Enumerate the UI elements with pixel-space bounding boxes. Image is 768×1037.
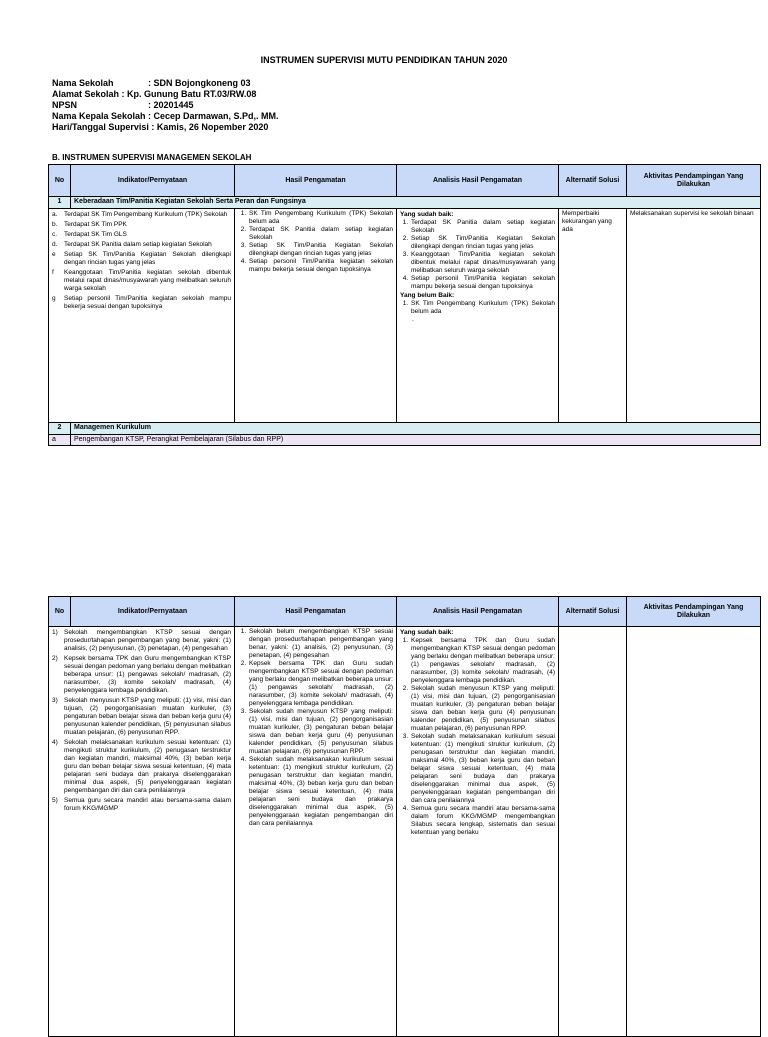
- indicator-item: [52, 251, 231, 267]
- indicator-marker: 3): [52, 697, 58, 704]
- header-indikator: Indikator/Pernyataan: [71, 165, 235, 197]
- indicator-item: [52, 655, 231, 695]
- analisis-cell: [397, 209, 559, 423]
- school-address: Alamat Sekolah : Kp. Gunung Batu RT.03/RW.08: [52, 89, 257, 99]
- indicator-text: Setiap SK Tim/Panitia Kegiatan Sekolah dilengkapi dengan rincian tugas yang jelas: [64, 251, 231, 266]
- indicator-item: [52, 797, 231, 813]
- indicator-item: [52, 221, 231, 229]
- header-aktivitas: Aktivitas Pendampingan Yang Dilakukan: [627, 597, 761, 627]
- indicator-item: [52, 739, 231, 795]
- principal-row: [52, 111, 279, 122]
- indicator-item: [52, 697, 231, 737]
- indicator-item: [52, 241, 231, 249]
- indicator-text: Terdapat SK Tim PPK: [64, 221, 127, 228]
- supervision-date: Hari/Tanggal Supervisi : Kamis, 26 Nopember 2020: [52, 122, 269, 132]
- table-row: [49, 209, 761, 423]
- school-name-value: : SDN Bojongkoneng 03: [148, 78, 251, 88]
- hasil-item: 3. Sekolah sudah menyusun KTSP yang meliputi: (1) visi, misi dan tujuan, (2) pengorganisasian muatan kurikuler, (3) pengaturan beban belajar siswa dan beban kerja guru (4) penyusunan kalender pendidikan, (5) penyusunan silabus muatan pelajaran, (6) penyusunan RPP.: [248, 708, 393, 756]
- analisis-good-item: 1. Terdapat SK Panitia dalam setiap kegiatan Sekolah: [410, 219, 555, 235]
- section-row-1: [49, 197, 761, 209]
- indicator-text: Sekolah mengembangkan KTSP sesuai dengan prosedur/tahapan pengembangan yang benar, yakni: (1) analisis, (2) penyusunan, (3) penetapan, (4) pengesahan: [64, 629, 231, 652]
- header-alternatif: Alternatif Solusi: [559, 597, 627, 627]
- analisis-good-item: 4. Setiap personil Tim/Panitia kegiatan sekolah mampu bekerja sesuai dengan tupoksinya: [410, 275, 555, 291]
- analisis-good-item: 3. Sekolah sudah melaksanakan kurikulum sesuai ketentuan: (1) mengikuti struktur kurikulum, (2) penugasan terstruktur dan kegiatan mandiri, maksimal 40%, (3) beban kerja guru dan beban belajar siswa sesuai ketentuan, (4) mata pelajaran seni budaya dan prakarya diselenggarakan minimal dua aspek, (5) penyelenggaraan kegiatan pengembangan diri dan cara penilaiannya: [410, 733, 555, 805]
- indicator-marker: 2): [52, 655, 58, 662]
- hasil-item: 2. Kepsek bersama TPK dan Guru sudah mengembangkan KTSP sesuai dengan pedoman yang berlaku dengan melibatkan beberapa unsur: (1) pengawas sekolah/ madrasah, (2) narasumber, (3) komite sekolah/ madrasah, (4) penyelenggara lembaga pendidikan.: [248, 660, 393, 708]
- header-hasil: Hasil Pengamatan: [235, 597, 397, 627]
- table-header-row: [49, 165, 761, 197]
- npsn-label: NPSN: [52, 100, 78, 110]
- school-identity: [52, 78, 279, 133]
- indicator-item: [52, 269, 231, 293]
- header-hasil: Hasil Pengamatan: [235, 165, 397, 197]
- analisis-good-item: 4. Semua guru secara mandiri atau bersama-sama dalam forum KKG/MGMP mengembangkan Silabus secara lengkap, sistematis dan sesuai ketentuan yang berlaku: [410, 805, 555, 837]
- section-heading: B. INSTRUMEN SUPERVISI MANAGEMEN SEKOLAH: [52, 153, 252, 162]
- analisis-good-list: [400, 219, 555, 291]
- principal-label: Nama Kepala Sekolah: [52, 111, 146, 121]
- analisis-good-item: 3. Keanggotaan Tim/Panitia kegiatan sekolah dibentuk melalui rapat dinas/musyawarah yang melibatkan seluruh warga sekolah: [410, 251, 555, 275]
- indicator-cell: [49, 627, 235, 1037]
- indicator-marker: 5): [52, 797, 58, 804]
- school-name-label: Nama Sekolah: [52, 78, 114, 88]
- indicator-item: [52, 231, 231, 239]
- analisis-good-item: 1. Kepsek bersama TPK dan Guru sudah mengembangkan KTSP sesuai dengan pedoman yang berlaku dengan melibatkan beberapa unsur: (1) pengawas sekolah/ madrasah, (2) narasumber, (3) komite sekolah/ madrasah, (4) penyelenggara lembaga pendidikan.: [410, 637, 555, 685]
- hasil-cell: [235, 209, 397, 423]
- supervision-table-1: [48, 164, 761, 446]
- indicator-list: [52, 211, 231, 311]
- header-aktivitas: Aktivitas Pendampingan Yang Dilakukan: [627, 165, 761, 197]
- analisis-good-item: 2. Sekolah sudah menyusun KTSP yang meliputi: (1) visi, misi dan tujuan, (2) pengorganisasian muatan kurikuler, (3) pengaturan beban belajar siswa dan beban kerja guru (4) penyusunan kalender pendidikan, (5) penyusunan silabus muatan pelajaran, (6) penyusunan RPP.: [410, 685, 555, 733]
- aktivitas-cell: Melaksanakan supervisi ke sekolah binaan: [627, 209, 761, 423]
- indicator-marker: e: [52, 251, 56, 258]
- analisis-cell: [397, 627, 559, 1037]
- subsection-2a-title: Pengembangan KTSP, Perangkat Pembelajaran (Silabus dan RPP): [71, 435, 761, 446]
- indicator-item: [52, 629, 231, 653]
- analisis-bad-item: 1. SK Tim Pengembang Kurikulum (TPK) Sekolah belum ada: [410, 300, 555, 316]
- analisis-dot: .: [412, 316, 414, 323]
- analisis-good-label: Yang sudah baik:: [400, 629, 454, 636]
- supervision-table-2: [48, 596, 761, 1037]
- alternatif-cell: [559, 627, 627, 1037]
- hasil-item: 4. Sekolah sudah melaksanakan kurikulum sesuai ketentuan: (1) mengikuti struktur kurikulum, (2) penugasan terstruktur dan kegiatan mandiri, maksimal 40%, (3) beban kerja guru dan beban belajar siswa sesuai ketentuan, (4) mata pelajaran seni budaya dan prakarya diselenggarakan minimal dua aspek, (5) penyelenggaraan kegiatan pengembangan diri dan cara penilaiannya: [248, 756, 393, 828]
- indicator-marker: f: [52, 269, 54, 276]
- indicator-marker: d.: [52, 241, 58, 248]
- header-no: No: [49, 165, 71, 197]
- hasil-item: 2. Terdapat SK Panitia dalam setiap kegiatan Sekolah: [248, 226, 393, 242]
- indicator-text: Terdapat SK Tim GLS: [64, 231, 127, 238]
- analisis-good-label: Yang sudah baik:: [400, 211, 454, 218]
- alternatif-cell: Memperbaiki kekurangan yang ada: [559, 209, 627, 423]
- section-1-title: Keberadaan Tim/Panitia Kegiatan Sekolah Serta Peran dan Fungsinya: [71, 197, 761, 209]
- indicator-text: Keanggotaan Tim/Panitia kegiatan sekolah dibentuk melalui rapat dinas/musyawarah yang melibatkan seluruh warga sekolah: [64, 269, 231, 292]
- hasil-item: 3. Setiap SK Tim/Panitia Kegiatan Sekolah dilengkapi dengan rincian tugas yang jelas: [248, 242, 393, 258]
- header-alternatif: Alternatif Solusi: [559, 165, 627, 197]
- section-2-number: 2: [49, 423, 71, 435]
- section-row-2: [49, 423, 761, 435]
- principal-value: : Cecep Darmawan, S.Pd,. MM.: [148, 111, 279, 121]
- indicator-text: Setiap personil Tim/Panitia kegiatan sekolah mampu bekerja sesuai dengan tupoksinya: [64, 295, 231, 310]
- hasil-list: [238, 628, 393, 828]
- npsn-value: : 20201445: [148, 100, 194, 110]
- analisis-bad-list: [400, 300, 555, 316]
- hasil-item: 1. Sekolah belum mengembangkan KTSP sesuai dengan prosedur/tahapan pengembangan yang benar, yakni: (1) analisis, (2) penyusunan, (3) penetapan, (4) pengesahan: [248, 628, 393, 660]
- indicator-cell: [49, 209, 235, 423]
- indicator-text: Sekolah menyusun KTSP yang meliputi: (1) visi, misi dan tujuan, (2) pengorganisasian muatan kurikuler, (3) pengaturan beban belajar siswa dan beban kerja guru (4) penyusunan kalender pendidikan, (5) penyusunan silabus muatan pelajaran, (6) penyusunan RPP.: [64, 697, 231, 736]
- indicator-marker: a.: [52, 211, 58, 218]
- section-1-number: 1: [49, 197, 71, 209]
- npsn-row: [52, 100, 279, 111]
- hasil-item: 4. Setiap personil Tim/Panitia kegiatan sekolah mampu bekerja sesuai dengan tupoksinya: [248, 258, 393, 274]
- indicator-marker: c.: [52, 231, 58, 238]
- header-analisis: Analisis Hasil Pengamatan: [397, 597, 559, 627]
- table-header-row: [49, 597, 761, 627]
- section-2-title: Managemen Kurikulum: [71, 423, 761, 435]
- document-title: INSTRUMEN SUPERVISI MUTU PENDIDIKAN TAHUN 2020: [260, 55, 508, 65]
- analisis-good-list: [400, 637, 555, 837]
- indicator-text: Kepsek bersama TPK dan Guru mengembangkan KTSP sesuai dengan pedoman yang berlaku dengan melibatkan beberapa unsur: (1) pengawas sekolah/ madrasah, (2) narasumber, (3) komite sekolah/ madrasah, (4) penyelenggara lembaga pendidikan.: [64, 655, 231, 694]
- school-name-row: [52, 78, 279, 89]
- hasil-item: 1. SK Tim Pengembang Kurikulum (TPK) Sekolah belum ada: [248, 210, 393, 226]
- indicator-marker: b.: [52, 221, 58, 228]
- indicator-text: Semua guru secara mandiri atau bersama-sama dalam forum KKG/MGMP: [64, 797, 231, 812]
- header-indikator: Indikator/Pernyataan: [71, 597, 235, 627]
- indicator-text: Sekolah melaksanakan kurikulum sesuai ketentuan: (1) mengikuti struktur kurikulum, (2) penugasan terstruktur dan kegiatan mandiri, maksimal 40%, (3) beban kerja guru dan beban belajar siswa sesuai ketentuan, (4) mata pelajaran seni budaya dan prakarya diselenggarakan minimal dua aspek, (5) penyelenggaraan kegiatan pengembangan diri dan cara penilaiannya: [64, 739, 231, 794]
- subsection-row-2a: [49, 435, 761, 446]
- table-row: [49, 627, 761, 1037]
- indicator-marker: g: [52, 295, 56, 302]
- hasil-list: [238, 210, 393, 274]
- school-address-row: [52, 89, 279, 100]
- analisis-good-item: 2. Setiap SK Tim/Panitia Kegiatan Sekolah dilengkapi dengan rincian tugas yang jelas: [410, 235, 555, 251]
- header-analisis: Analisis Hasil Pengamatan: [397, 165, 559, 197]
- aktivitas-cell: [627, 627, 761, 1037]
- indicator-list: [52, 629, 231, 813]
- analisis-bad-label: Yang belum Baik:: [400, 292, 455, 299]
- supervision-date-row: [52, 122, 279, 133]
- indicator-text: Terdapat SK Tim Pengembang Kurikulum (TPK) Sekolah: [64, 211, 228, 218]
- hasil-cell: [235, 627, 397, 1037]
- indicator-marker: 1): [52, 629, 58, 636]
- indicator-item: [52, 295, 231, 311]
- indicator-item: [52, 211, 231, 219]
- subsection-2a-letter: a: [49, 435, 71, 446]
- indicator-text: Terdapat SK Panitia dalam setiap kegiatan Sekolah: [64, 241, 212, 248]
- header-no: No: [49, 597, 71, 627]
- indicator-marker: 4): [52, 739, 58, 746]
